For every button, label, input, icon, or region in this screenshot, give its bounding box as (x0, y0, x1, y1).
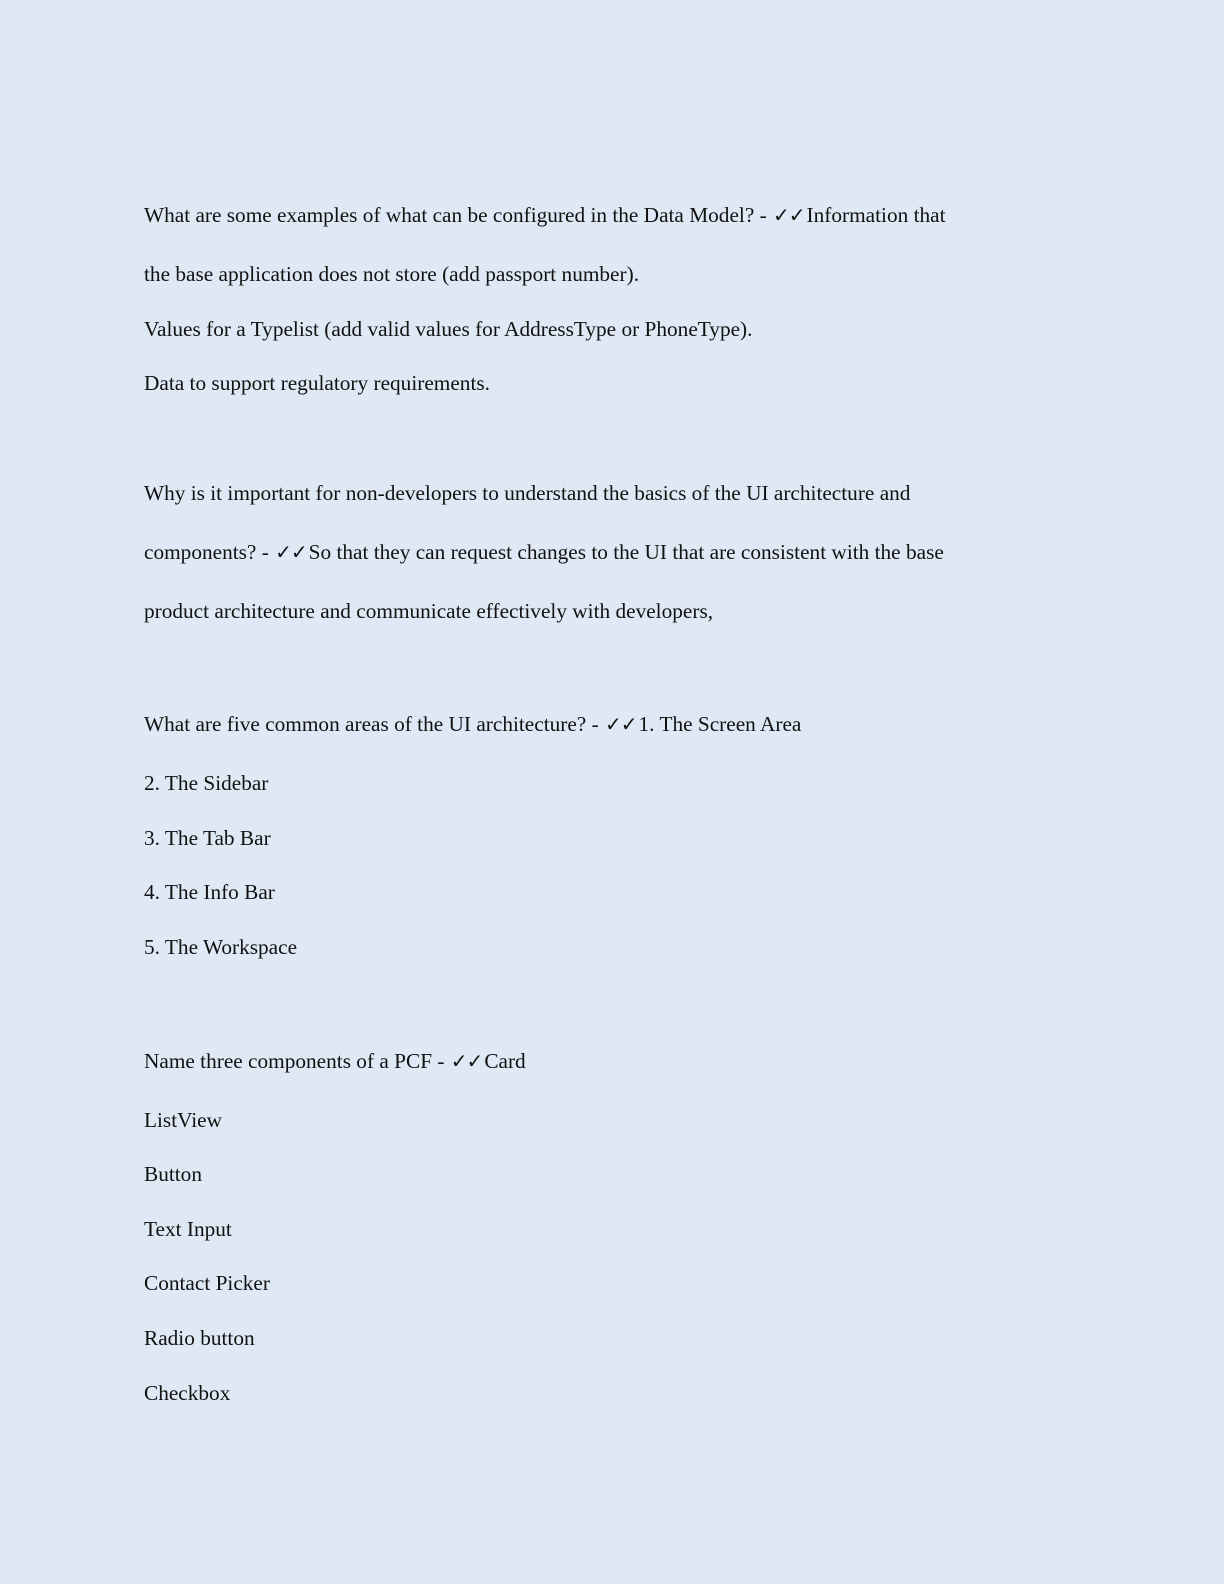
qa-2-question-end: components? - (144, 540, 269, 564)
qa-2-second-line (144, 542, 944, 563)
double-check-icon: ✓✓ (605, 712, 637, 736)
qa-3-question: What are five common areas of the UI architecture? - (144, 712, 599, 736)
qa-3-answer-start: 1. The Screen Area (638, 712, 802, 736)
qa-1-answer-line: the base application does not store (add passport number). (144, 262, 640, 286)
qa-1-answer-line: Values for a Typelist (add valid values for AddressType or PhoneType). (144, 317, 753, 341)
qa-3-answer-line: 5. The Workspace (144, 935, 298, 959)
qa-4-answer-start: Card (484, 1049, 526, 1073)
qa-1-first-line (144, 205, 946, 226)
double-check-icon: ✓✓ (275, 540, 307, 564)
qa-1-answer-line: Data to support regulatory requirements. (144, 371, 490, 395)
qa-4-answer-line: Button (144, 1162, 202, 1186)
qa-4-answer-line: Checkbox (144, 1381, 231, 1405)
qa-4-first-line (144, 1051, 526, 1072)
qa-4-answer-line: Text Input (144, 1217, 232, 1241)
double-check-icon: ✓✓ (450, 1049, 483, 1073)
double-check-icon: ✓✓ (773, 203, 805, 227)
qa-2-answer-line: product architecture and communicate effectively with developers, (144, 599, 714, 623)
qa-1-question: What are some examples of what can be configured in the Data Model? - (144, 203, 767, 227)
qa-4-answer-line: ListView (144, 1108, 222, 1132)
qa-4-question: Name three components of a PCF - (144, 1049, 445, 1073)
qa-3-first-line (144, 714, 801, 735)
qa-3-answer-line: 4. The Info Bar (144, 880, 275, 904)
qa-1-answer-start: Information that (806, 203, 946, 227)
qa-4-answer-line: Radio button (144, 1326, 255, 1350)
qa-3-answer-line: 2. The Sidebar (144, 771, 269, 795)
qa-4-answer-line: Contact Picker (144, 1271, 270, 1295)
qa-2-question-line: Why is it important for non-developers to understand the basics of the UI architecture and (144, 481, 911, 505)
qa-3-answer-line: 3. The Tab Bar (144, 826, 271, 850)
qa-2-answer-start: So that they can request changes to the UI that are consistent with the base (308, 540, 944, 564)
